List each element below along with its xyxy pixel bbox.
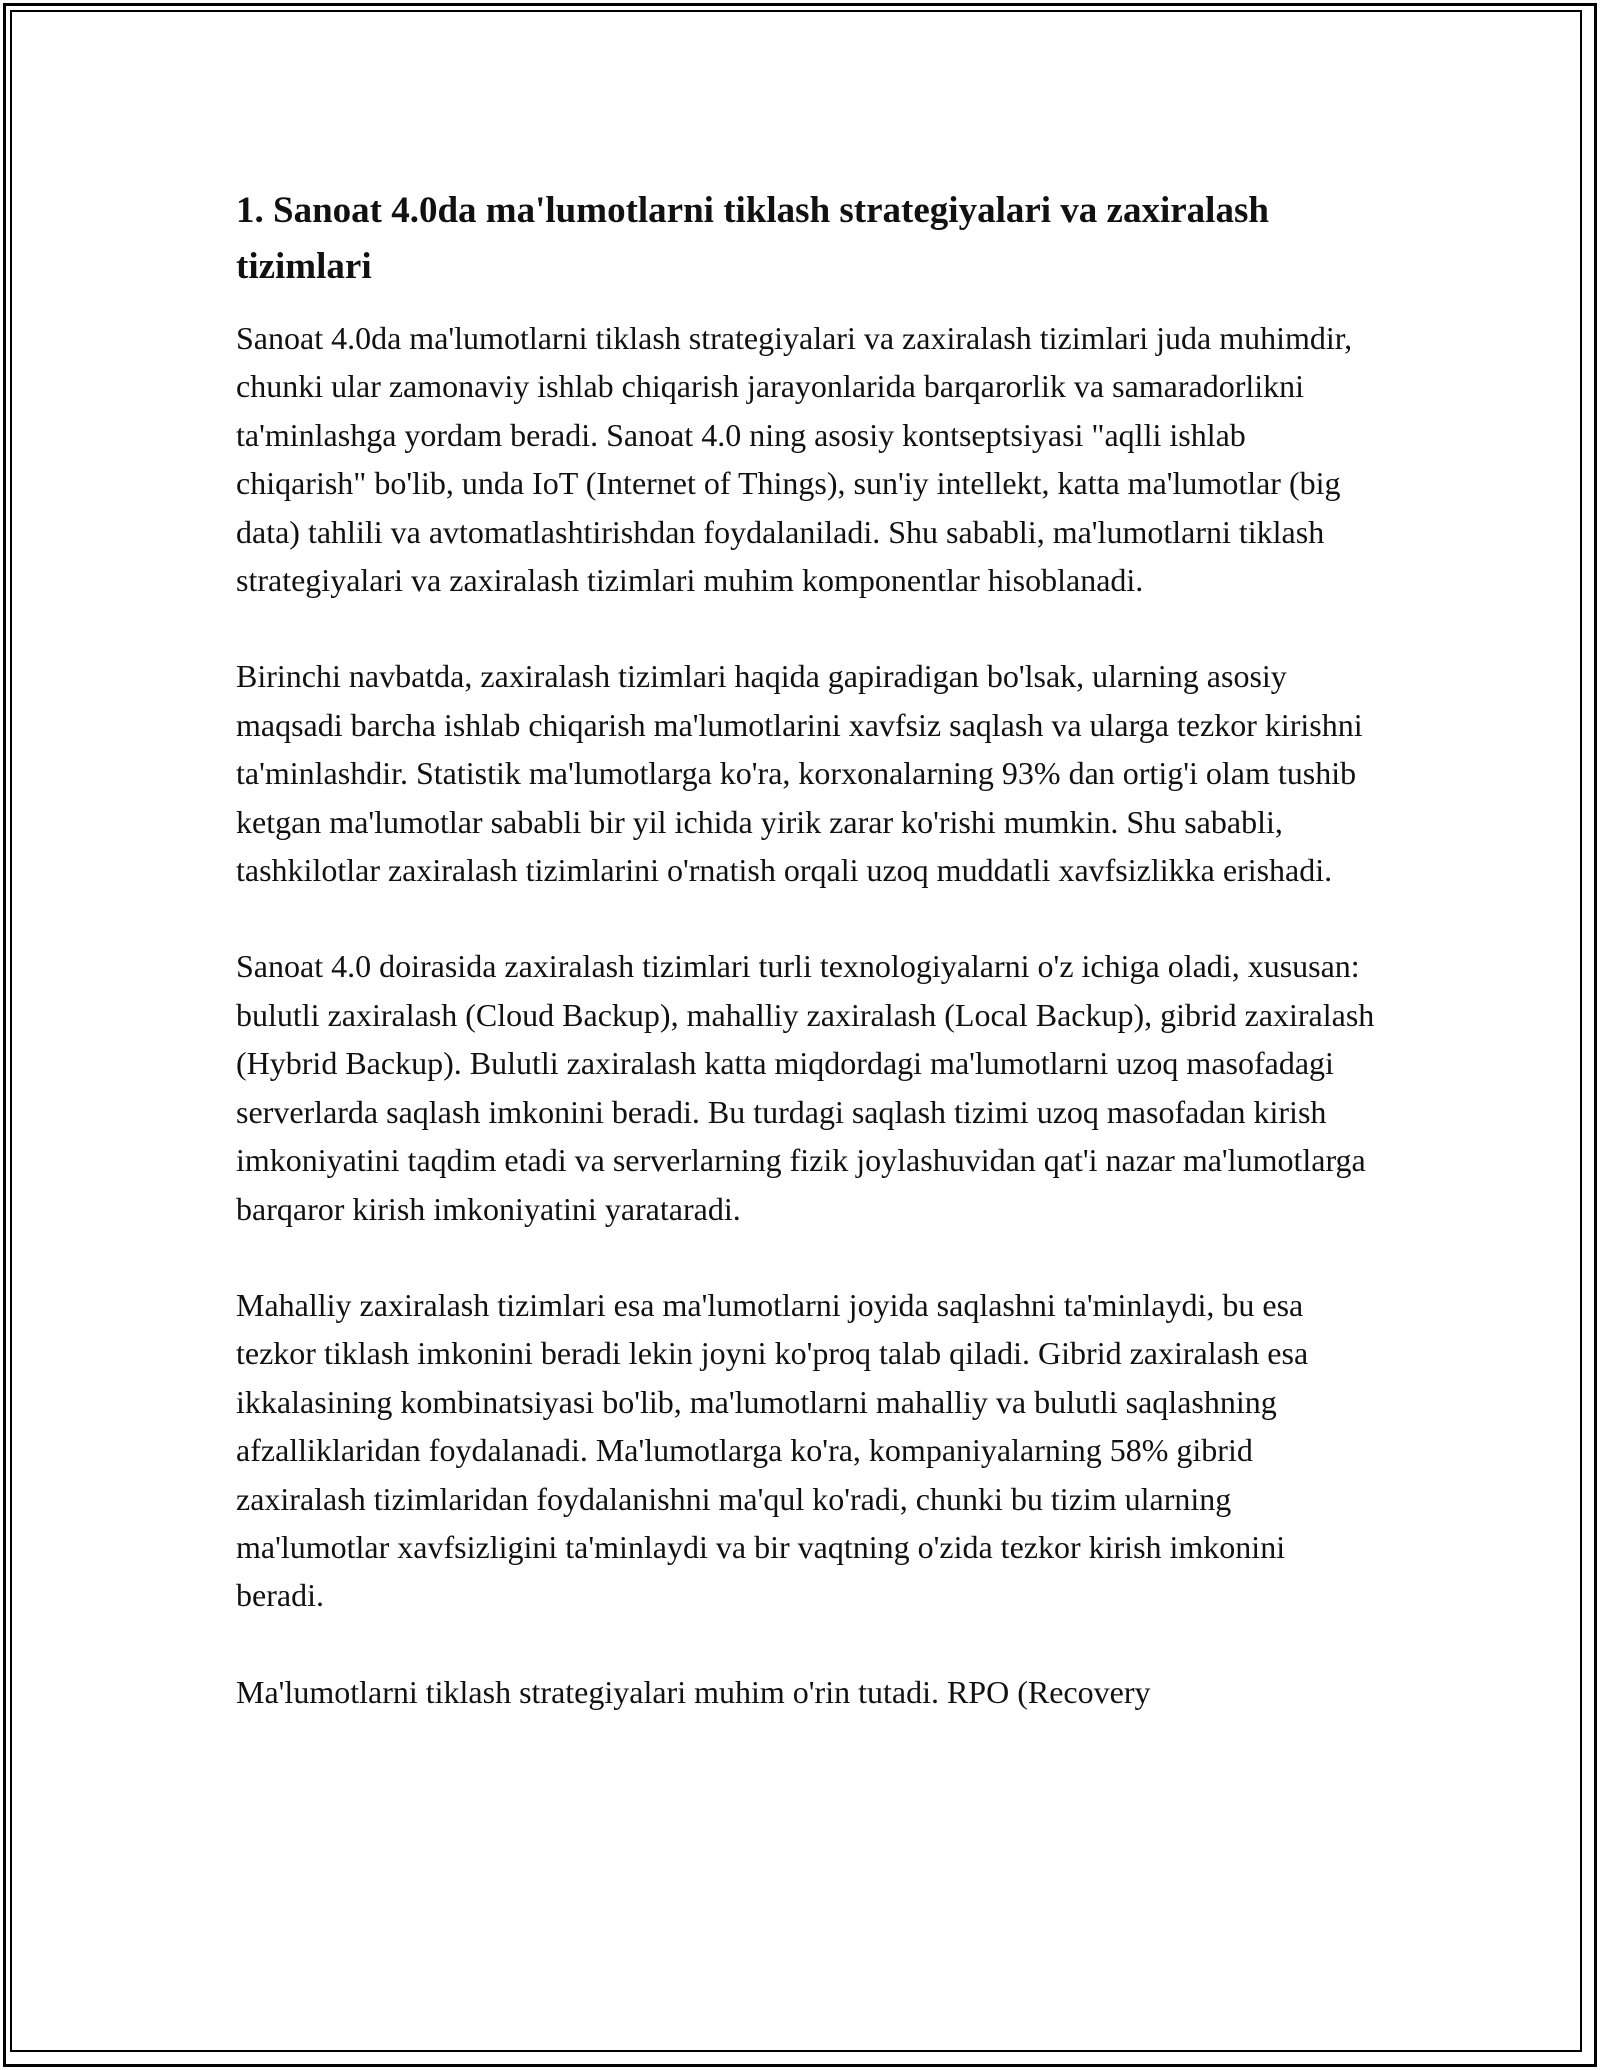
section-heading: 1. Sanoat 4.0da ma'lumotlarni tiklash strategiyalari va zaxiralash tizimlari [236,190,1269,287]
document-body [236,183,1376,1764]
paragraph-1: Sanoat 4.0da ma'lumotlarni tiklash strategiyalari va zaxiralash tizimlari juda muhimdir, chunki ular zamonaviy ishlab chiqarish jarayonlarida barqarorlik va samaradorlikni ta'minlashga yordam beradi. Sanoat 4.0 ning asosiy kontseptsiyasi "aqlli ishlab chiqarish" bo'lib, unda IoT (Internet of Things), sun'iy intellekt, katta ma'lumotlar (big data) tahlili va avtomatlashtirishdan foydalaniladi. Shu sababli, ma'lumotlarni tiklash strategiyalari va zaxiralash tizimlari muhim komponentlar hisoblanadi. [236,320,1353,599]
paragraph-4: Mahalliy zaxiralash tizimlari esa ma'lumotlarni joyida saqlashni ta'minlaydi, bu esa tezkor tiklash imkonini beradi lekin joyni ko'proq talab qiladi. Gibrid zaxiralash esa ikkalasining kombinatsiyasi bo'lib, ma'lumotlarni mahalliy va bulutli saqlashning afzalliklaridan foydalanadi. Ma'lumotlarga ko'ra, kompaniyalarning 58% gibrid zaxiralash tizimlaridan foydalanishni ma'qul ko'radi, chunki bu tizim ularning ma'lumotlar xavfsizligini ta'minlaydi va bir vaqtning o'zida tezkor kirish imkonini beradi. [236,1286,1309,1614]
paragraph-3: Sanoat 4.0 doirasida zaxiralash tizimlari turli texnologiyalarni o'z ichiga oladi, xususan: bulutli zaxiralash (Cloud Backup), mahalliy zaxiralash (Local Backup), gibrid zaxiralash (Hybrid Backup). Bulutli zaxiralash katta miqdordagi ma'lumotlarni uzoq masofadagi serverlarda saqlash imkonini beradi. Bu turdagi saqlash tizimi uzoq masofadan kirish imkoniyatini taqdim etadi va serverlarning fizik joylashuvidan qat'i nazar ma'lumotlarga barqaror kirish imkoniyatini yarataradi. [236,948,1375,1227]
paragraph-5: Ma'lumotlarni tiklash strategiyalari muhim o'rin tutadi. RPO (Recovery [236,1673,1151,1710]
paragraph-2: Birinchi navbatda, zaxiralash tizimlari haqida gapiradigan bo'lsak, ularning asosiy maqsadi barcha ishlab chiqarish ma'lumotlarini xavfsiz saqlash va ularga tezkor kirishni ta'minlashdir. Statistik ma'lumotlarga ko'ra, korxonalarning 93% dan ortig'i olam tushib ketgan ma'lumotlar sababli bir yil ichida yirik zarar ko'rishi mumkin. Shu sababli, tashkilotlar zaxiralash tizimlarini o'rnatish orqali uzoq muddatli xavfsizlikka erishadi. [236,658,1363,889]
